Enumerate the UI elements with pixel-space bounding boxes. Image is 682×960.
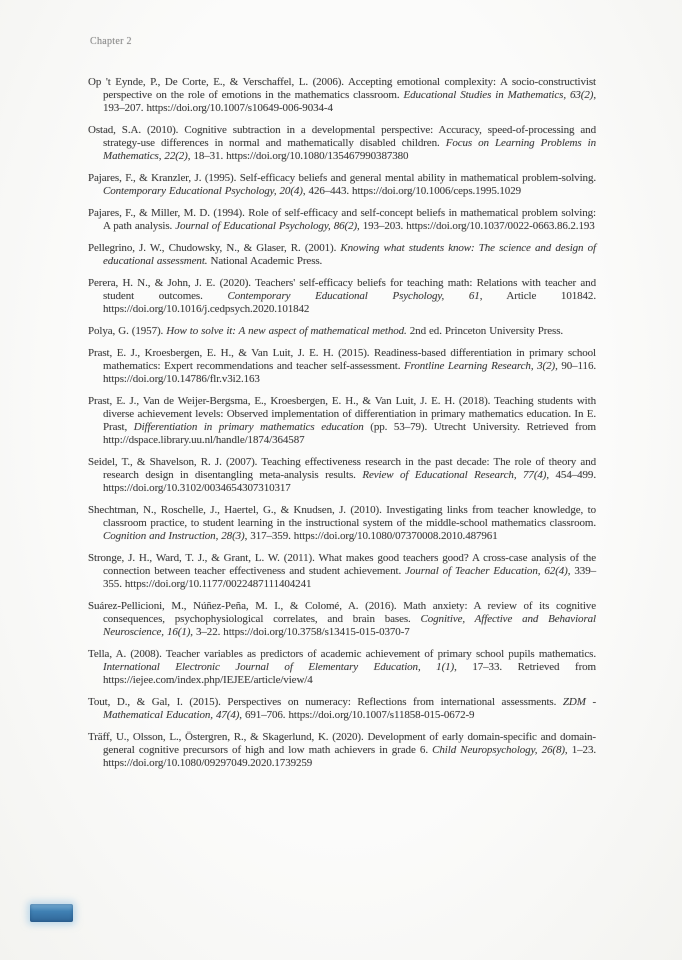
reference-entry <box>88 731 596 770</box>
reference-entry <box>88 600 596 639</box>
reference-source-italic: Focus on Learning Problems in Mathematics, 22(2) <box>103 137 597 162</box>
chapter-header: Chapter 2 <box>90 36 132 47</box>
reference-source-italic: Child Neuropsychology, 26(8) <box>432 744 565 756</box>
reference-text: 2nd ed. Princeton University Press. <box>406 325 564 337</box>
reference-text: , 454–499. https://doi.org/10.3102/0034654307310317 <box>103 469 596 494</box>
reference-text: Träff, U., Olsson, L., Östergren, R., & Skagerlund, K. (2020). Development of early domain-specific and domain-general cognitive precursors of high and low math achievers in grade 6. <box>88 731 596 756</box>
reference-source-italic: How to solve it: A new aspect of mathematical method. <box>166 325 407 337</box>
reference-text: , 193–207. https://doi.org/10.1007/s10649-006-9034-4 <box>103 89 596 114</box>
page-number-badge <box>30 904 73 922</box>
reference-text: Seidel, T., & Shavelson, R. J. (2007). Teaching effectiveness research in the past decade: The role of theory and research design in disentangling meta-analysis results. <box>88 456 596 481</box>
reference-text: Prast, E. J., Kroesbergen, E. H., & Van Luit, J. E. H. (2015). Readiness-based differentiation in primary school mathematics: Expert recommendations and teacher self-assessment. <box>88 347 596 372</box>
reference-entry <box>88 347 596 386</box>
reference-text: Pajares, F., & Kranzler, J. (1995). Self-efficacy beliefs and general mental ability in mathematical problem-solving. <box>88 172 596 184</box>
reference-source-italic: Contemporary Educational Psychology, 61 <box>227 290 480 302</box>
reference-text: , 90–116. https://doi.org/10.14786/flr.v3i2.163 <box>103 360 597 385</box>
reference-text: Prast, E. J., Van de Weijer-Bergsma, E., Kroesbergen, E. H., & Van Luit, J. E. H. (2018). Teaching students with diverse achievement levels: Observed implementation of differentiation in primary mathematics education. In E. Prast, <box>88 395 596 433</box>
reference-text: , 3–22. https://doi.org/10.3758/s13415-015-0370-7 <box>190 626 410 638</box>
references-list <box>88 76 596 779</box>
reference-entry <box>88 325 596 338</box>
reference-source-italic: ZDM - Mathematical Education, 47(4) <box>103 696 597 721</box>
reference-entry <box>88 124 596 163</box>
reference-text: Shechtman, N., Roschelle, J., Haertel, G., & Knudsen, J. (2010). Investigating links from teacher knowledge, to classroom practice, to student learning in the instructional system of the middle-school mathematics classroom. <box>88 504 596 529</box>
reference-text: Polya, G. (1957). <box>88 325 167 337</box>
reference-text: , 1–23. https://doi.org/10.1080/09297049.2020.1739259 <box>103 744 597 769</box>
reference-text: , 18–31. https://doi.org/10.1080/135467990387380 <box>187 150 409 162</box>
reference-text: (pp. 53–79). Utrecht University. Retrieved from http://dspace.library.uu.nl/handle/1874/364587 <box>103 421 596 446</box>
reference-source-italic: International Electronic Journal of Elementary Education, 1(1) <box>103 661 455 673</box>
reference-entry <box>88 648 596 687</box>
reference-source-italic: Differentiation in primary mathematics education <box>133 421 364 433</box>
reference-text: Tella, A. (2008). Teacher variables as predictors of academic achievement of primary school pupils mathematics. <box>88 648 596 660</box>
reference-source-italic: Review of Educational Research, 77(4) <box>362 469 547 481</box>
reference-source-italic: Contemporary Educational Psychology, 20(4) <box>103 185 303 197</box>
reference-source-italic: Journal of Educational Psychology, 86(2) <box>175 220 358 232</box>
reference-entry <box>88 172 596 198</box>
reference-source-italic: Journal of Teacher Education, 62(4) <box>405 565 568 577</box>
reference-text: Op 't Eynde, P., De Corte, E., & Verschaffel, L. (2006). Accepting emotional complexity: A socio-constructivist perspective on the role of emotions in the mathematics classroom. <box>88 76 596 101</box>
reference-text: National Academic Press. <box>207 255 323 267</box>
reference-text: Perera, H. N., & John, J. E. (2020). Teachers' self-efficacy beliefs for teaching math: Relations with teacher and student outcomes. <box>88 277 596 302</box>
reference-text: , 193–203. https://doi.org/10.1037/0022-0663.86.2.193 <box>357 220 595 232</box>
reference-text: Suárez-Pellicioni, M., Núñez-Peña, M. I., & Colomé, A. (2016). Math anxiety: A review of its cognitive consequences, psychophysiological correlates, and brain bases. <box>88 600 596 625</box>
reference-text: Tout, D., & Gal, I. (2015). Perspectives on numeracy: Reflections from international assessments. <box>88 696 563 708</box>
reference-entry <box>88 242 596 268</box>
reference-text: Stronge, J. H., Ward, T. J., & Grant, L. W. (2011). What makes good teachers good? A cross-case analysis of the connection between teacher effectiveness and student achievement. <box>88 552 596 577</box>
reference-text: Pajares, F., & Miller, M. D. (1994). Role of self-efficacy and self-concept beliefs in mathematical problem solving: A path analysis. <box>88 207 596 232</box>
reference-entry <box>88 207 596 233</box>
reference-entry <box>88 395 596 447</box>
reference-text: , Article 101842. https://doi.org/10.1016/j.cedpsych.2020.101842 <box>103 290 596 315</box>
reference-source-italic: Frontline Learning Research, 3(2) <box>404 360 556 372</box>
reference-text: Pellegrino, J. W., Chudowsky, N., & Glaser, R. (2001). <box>88 242 341 254</box>
reference-source-italic: Knowing what students know: The science and design of educational assessment. <box>103 242 596 267</box>
reference-source-italic: Cognition and Instruction, 28(3) <box>103 530 245 542</box>
reference-entry <box>88 696 596 722</box>
reference-text: , 339–355. https://doi.org/10.1177/0022487111404241 <box>103 565 596 590</box>
reference-entry <box>88 277 596 316</box>
reference-entry <box>88 456 596 495</box>
reference-text: Ostad, S.A. (2010). Cognitive subtraction in a developmental perspective: Accuracy, speed-of-processing and strategy-use differences in normal and mathematically disabled children. <box>88 124 596 149</box>
reference-text: , 317–359. https://doi.org/10.1080/07370008.2010.487961 <box>244 530 498 542</box>
reference-text: , 17–33. Retrieved from https://iejee.com/index.php/IEJEE/article/view/4 <box>103 661 596 686</box>
reference-source-italic: Educational Studies in Mathematics, 63(2) <box>403 89 594 101</box>
reference-entry <box>88 76 596 115</box>
reference-text: , 426–443. https://doi.org/10.1006/ceps.1995.1029 <box>302 185 521 197</box>
reference-source-italic: Cognitive, Affective and Behavioral Neuroscience, 16(1) <box>103 613 596 638</box>
reference-entry <box>88 504 596 543</box>
reference-text: , 691–706. https://doi.org/10.1007/s11858-015-0672-9 <box>239 709 475 721</box>
reference-entry <box>88 552 596 591</box>
